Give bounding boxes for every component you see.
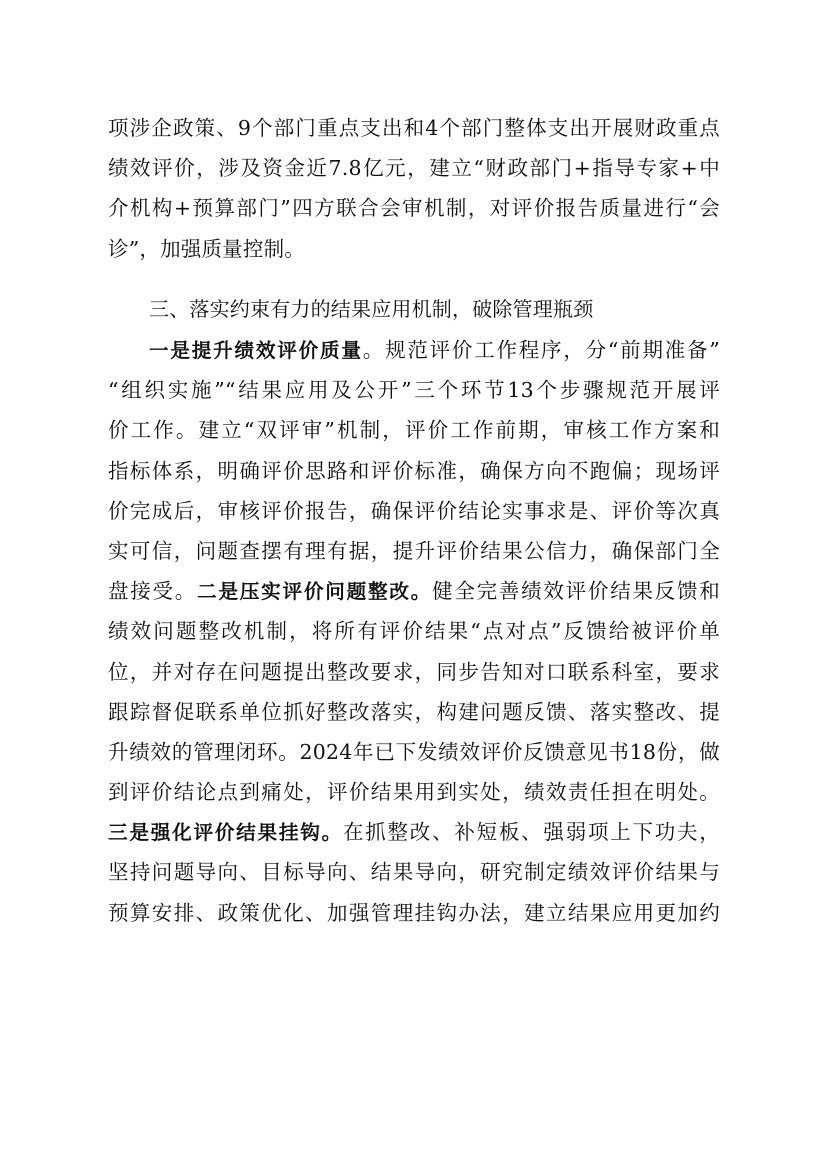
text-line: [108, 330, 720, 370]
text-span: 。规范评价工作程序，分“前期准备”: [362, 338, 720, 362]
text-line: 绩效评价，涉及资金近7.8亿元，建立“财政部门+指导专家+中: [108, 156, 720, 181]
text-line: 价工作。建立“双评审”机制，评价工作前期，审核工作方案和: [108, 418, 720, 443]
text-line: 项涉企政策、9个部门重点支出和4个部门整体支出开展财政重点: [108, 116, 720, 140]
text-line: 指标体系，明确评价思路和评价标准，确保方向不跑偏；现场评: [108, 458, 720, 483]
key-point-3: 三是强化评价结果挂钩。: [108, 821, 343, 845]
paragraph-evaluation: [108, 330, 720, 933]
text-line: 绩效问题整改机制，将所有评价结果“点对点”反馈给被评价单: [108, 619, 720, 644]
key-point-1: 一是提升绩效评价质量: [149, 339, 363, 362]
text-line: “组织实施”“结果应用及公开”三个环节13个步骤规范开展评: [108, 378, 720, 403]
text-line: 价完成后，审核评价报告，确保评价结论实事求是、评价等次真: [108, 498, 720, 523]
paragraph-continued: [108, 108, 720, 269]
text-line: 实可信，问题查摆有理有据，提升评价结果公信力，确保部门全: [108, 538, 720, 563]
text-line: 升绩效的管理闭环。2024年已下发绩效评价反馈意见书18份，做: [108, 739, 720, 764]
text-span: 盘接受。: [108, 579, 198, 604]
text-line: [108, 571, 720, 611]
text-line: [108, 812, 720, 852]
text-line: 预算安排、政策优化、加强管理挂钩办法，建立结果应用更加约: [108, 900, 720, 925]
text-span: 在抓整改、补短板、强弱项上下功夫，: [343, 820, 721, 845]
text-line: 跟踪督促联系单位抓好整改落实，构建问题反馈、落实整改、提: [108, 699, 720, 724]
text-span: 健全完善绩效评价结果反馈和: [432, 579, 720, 604]
key-point-2: 二是压实评价问题整改。: [197, 580, 433, 604]
text-line: 到评价结论点到痛处，评价结果用到实处，绩效责任担在明处。: [108, 780, 720, 805]
text-line: 介机构+预算部门”四方联合会审机制，对评价报告质量进行“会: [108, 196, 720, 221]
text-line: 诊”，加强质量控制。: [108, 236, 305, 261]
text-line: 坚持问题导向、目标导向、结果导向，研究制定绩效评价结果与: [108, 860, 720, 885]
section-heading-block: [108, 289, 720, 329]
text-line: 位，并对存在问题提出整改要求，同步告知对口联系科室，要求: [108, 659, 720, 684]
section-heading: 三、落实约束有力的结果应用机制，破除管理瓶颈: [149, 297, 594, 321]
